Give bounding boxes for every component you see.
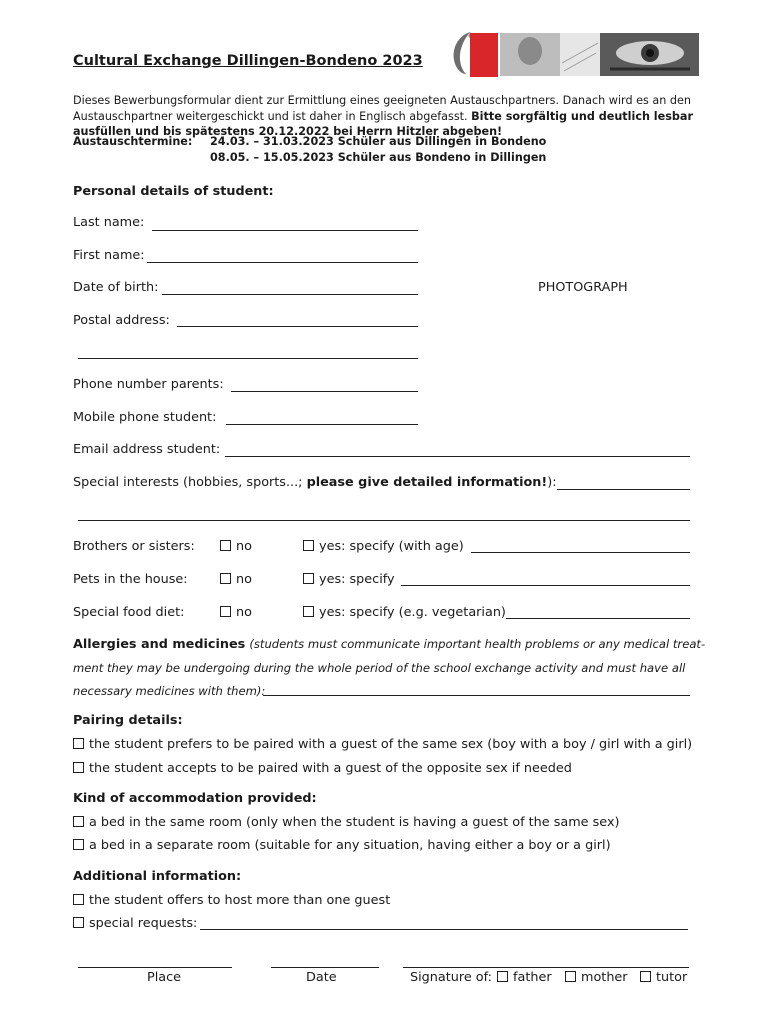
interests-bold: please give detailed information! — [306, 475, 548, 490]
allergies-line-1 — [73, 637, 705, 652]
additional-heading: Additional information: — [73, 869, 242, 884]
checkbox-icon[interactable] — [73, 839, 84, 850]
checkbox-icon[interactable] — [73, 738, 84, 749]
siblings-no-label: no — [236, 539, 252, 554]
interests-field-1[interactable] — [557, 489, 690, 490]
checkbox-icon[interactable] — [565, 971, 576, 982]
siblings-yes-label: yes: specify (with age) — [319, 539, 464, 554]
postal-field-1[interactable] — [177, 326, 418, 327]
mobile-field[interactable] — [226, 424, 418, 425]
pets-yes[interactable] — [303, 572, 395, 587]
additional-option-1[interactable] — [73, 893, 390, 908]
signature-tutor[interactable] — [640, 970, 687, 985]
mobile-label: Mobile phone student: — [73, 410, 217, 425]
intro-text — [73, 93, 703, 140]
exchange-date-1: 24.03. – 31.03.2023 Schüler aus Dillingen in Bondeno — [210, 135, 547, 148]
checkbox-icon[interactable] — [497, 971, 508, 982]
additional-option-2[interactable] — [73, 916, 197, 931]
checkbox-icon[interactable] — [73, 762, 84, 773]
pairing-option-2-label: the student accepts to be paired with a guest of the opposite sex if needed — [89, 761, 572, 776]
pets-no[interactable] — [220, 572, 252, 587]
intro-bold: Bitte sorgfältig und deutlich lesbar ausfüllen und bis spätestens 20.12.2022 bei Herrn Hitzler abgeben! — [73, 109, 693, 138]
accommodation-heading: Kind of accommodation provided: — [73, 791, 317, 806]
allergies-note-1: (students must communicate important health problems or any medical treat- — [249, 637, 706, 651]
additional-option-2-label: special requests: — [89, 916, 198, 931]
tutor-label: tutor — [656, 970, 688, 985]
allergies-note-2: ment they may be undergoing during the whole period of the school exchange activity and must have all — [73, 661, 686, 675]
photograph-placeholder: PHOTOGRAPH — [538, 280, 628, 295]
interests-text: Special interests (hobbies, sports...; — [73, 475, 307, 490]
signature-mother[interactable] — [565, 970, 628, 985]
last-name-field[interactable] — [152, 230, 418, 231]
intro-normal: Dieses Bewerbungsformular dient zur Ermittlung eines geeigneten Austauschpartners. Danach wird es an den Austauschpartner weitergeschickt und ist daher in Englisch abgefasst. — [73, 94, 691, 123]
accommodation-option-2[interactable] — [73, 838, 611, 853]
pairing-heading: Pairing details: — [73, 713, 183, 728]
pairing-option-2[interactable] — [73, 761, 572, 776]
exchange-date-2: 08.05. – 15.05.2023 Schüler aus Bondeno in Dillingen — [210, 151, 547, 164]
checkbox-icon[interactable] — [73, 917, 84, 928]
special-requests-field[interactable] — [200, 929, 688, 930]
dob-field[interactable] — [162, 294, 418, 295]
postal-label: Postal address: — [73, 313, 170, 328]
first-name-label: First name: — [73, 248, 145, 263]
pets-yes-label: yes: specify — [319, 572, 395, 587]
accommodation-option-2-label: a bed in a separate room (suitable for any situation, having either a boy or a girl) — [89, 838, 611, 853]
email-field[interactable] — [225, 456, 690, 457]
food-label: Special food diet: — [73, 605, 185, 620]
last-name-label: Last name: — [73, 215, 145, 230]
mother-label: mother — [581, 970, 628, 985]
interests-field-2[interactable] — [78, 520, 690, 521]
checkbox-icon[interactable] — [303, 573, 314, 584]
email-label: Email address student: — [73, 442, 221, 457]
allergies-heading: Allergies and medicines — [73, 637, 246, 652]
accommodation-option-1-label: a bed in the same room (only when the student is having a guest of the same sex) — [89, 815, 620, 830]
siblings-label: Brothers or sisters: — [73, 539, 195, 554]
checkbox-icon[interactable] — [220, 606, 231, 617]
father-label: father — [513, 970, 552, 985]
personal-heading: Personal details of student: — [73, 184, 274, 199]
siblings-no[interactable] — [220, 539, 252, 554]
food-no[interactable] — [220, 605, 252, 620]
interests-label — [73, 475, 557, 490]
phone-parents-label: Phone number parents: — [73, 377, 224, 392]
school-logo-red-block — [470, 33, 498, 77]
dob-label: Date of birth: — [73, 280, 159, 295]
signature-field[interactable] — [403, 967, 689, 968]
checkbox-icon[interactable] — [73, 894, 84, 905]
date-field[interactable] — [271, 967, 379, 968]
siblings-yes[interactable] — [303, 539, 464, 554]
signature-father[interactable] — [497, 970, 552, 985]
pets-label: Pets in the house: — [73, 572, 188, 587]
additional-option-1-label: the student offers to host more than one guest — [89, 893, 391, 908]
place-label: Place — [147, 970, 182, 985]
pets-no-label: no — [236, 572, 252, 587]
exchange-dates-label: Austauschtermine: — [73, 135, 193, 148]
postal-field-2[interactable] — [78, 358, 418, 359]
header-collage-image — [500, 33, 699, 76]
pairing-option-1[interactable] — [73, 737, 692, 752]
siblings-specify-field[interactable] — [471, 552, 690, 553]
pets-specify-field[interactable] — [401, 585, 690, 586]
checkbox-icon[interactable] — [220, 540, 231, 551]
food-yes[interactable] — [303, 605, 506, 620]
accommodation-option-1[interactable] — [73, 815, 620, 830]
interests-end: ): — [547, 475, 557, 490]
checkbox-icon[interactable] — [220, 573, 231, 584]
allergies-note-3: necessary medicines with them): — [73, 684, 266, 698]
checkbox-icon[interactable] — [640, 971, 651, 982]
checkbox-icon[interactable] — [303, 606, 314, 617]
first-name-field[interactable] — [147, 262, 418, 263]
date-label: Date — [306, 970, 337, 985]
place-field[interactable] — [78, 967, 232, 968]
phone-parents-field[interactable] — [231, 391, 418, 392]
food-yes-label: yes: specify (e.g. vegetarian) — [319, 605, 506, 620]
signature-label: Signature of: — [410, 970, 492, 985]
checkbox-icon[interactable] — [303, 540, 314, 551]
checkbox-icon[interactable] — [73, 816, 84, 827]
form-title: Cultural Exchange Dillingen-Bondeno 2023 — [73, 53, 423, 69]
food-no-label: no — [236, 605, 252, 620]
pairing-option-1-label: the student prefers to be paired with a guest of the same sex (boy with a boy / girl with a girl) — [89, 737, 693, 752]
food-specify-field[interactable] — [506, 618, 690, 619]
allergies-field[interactable] — [263, 695, 690, 696]
